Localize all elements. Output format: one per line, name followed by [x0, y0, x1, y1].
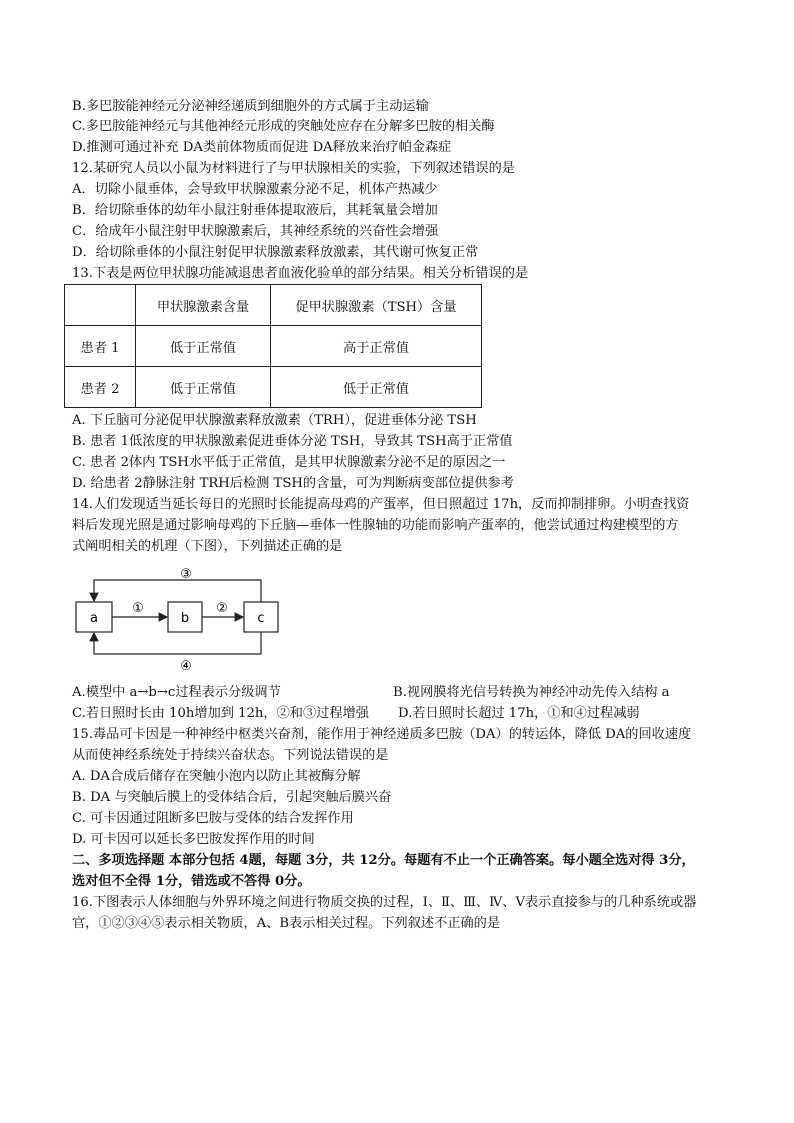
- q15-stem-line1: 15.毒品可卡因是一种神经中枢类兴奋剂，能作用于神经递质多巴胺（DA）的转运体，降低 DA的回收速度: [72, 727, 692, 742]
- table-header-row: [65, 285, 482, 326]
- q13-option-b: B. 患者 1低浓度的甲状腺激素促进垂体分泌 TSH，导致其 TSH高于正常值: [72, 434, 513, 449]
- q14-option-b: B.视网膜将光信号转换为神经冲动先传入结构 a: [393, 685, 670, 700]
- q15-option-d: D. 可卡因可以延长多巴胺发挥作用的时间: [72, 832, 315, 847]
- section-2-heading-line1: 二、多项选择题 本部分包括 4题，每题 3分，共 12分。每题有不止一个正确答案。每小题全选对得 3分，: [72, 853, 695, 868]
- q11-option-b: B.多巴胺能神经元分泌神经递质到细胞外的方式属于主动运输: [72, 99, 429, 114]
- node-a-label: a: [90, 611, 98, 626]
- arrow-4: [94, 632, 261, 654]
- q16-stem-line2: 官，①②③④⑤表示相关物质，A、B表示相关过程。下列叙述不正确的是: [72, 916, 501, 931]
- q13-option-a: A. 下丘脑可分泌促甲状腺激素释放激素（TRH），促进垂体分泌 TSH: [72, 413, 477, 428]
- q13-stem: 13.下表是两位甲状腺功能减退患者血液化验单的部分结果。相关分析错误的是: [72, 266, 529, 281]
- table-header-cell: 甲状腺激素含量: [136, 285, 271, 326]
- q16-stem-line1: 16.下图表示人体细胞与外界环境之间进行物质交换的过程，Ⅰ、Ⅱ、Ⅲ、Ⅳ、Ⅴ表示直接参与的几种系统或器: [72, 895, 697, 910]
- table-header-cell: [65, 285, 136, 326]
- section-2-heading-line2: 选对但不全得 1分，错选或不答得 0分。: [72, 874, 311, 889]
- q12-option-c: C．给成年小鼠注射甲状腺激素后，其神经系统的兴奋性会增强: [72, 224, 439, 239]
- lab-results-table: [64, 284, 482, 408]
- q14-option-c: C.若日照时长由 10h增加到 12h，②和③过程增强: [72, 706, 369, 721]
- q12-stem: 12.某研究人员以小鼠为材料进行了与甲状腺相关的实验，下列叙述错误的是: [72, 161, 515, 176]
- table-row: [65, 367, 482, 408]
- q14-stem-line1: 14.人们发现适当延长每日的光照时长能提高母鸡的产蛋率，但日照超过 17h，反而抑制排卵。小明查找资: [72, 497, 690, 512]
- table-cell: 高于正常值: [271, 326, 482, 367]
- q11-option-c: C.多巴胺能神经元与其他神经元形成的突触处应存在分解多巴胺的相关酶: [72, 119, 495, 134]
- q15-stem-line2: 从而使神经系统处于持续兴奋状态。下列说法错误的是: [72, 748, 389, 763]
- q12-option-a: A．切除小鼠垂体，会导致甲状腺激素分泌不足，机体产热减少: [72, 182, 438, 197]
- q15-option-b: B. DA 与突触后膜上的受体结合后，引起突触后膜兴奋: [72, 790, 392, 805]
- arrow-3-label: ③: [180, 567, 192, 582]
- q15-option-a: A. DA合成后储存在突触小泡内以防止其被酶分解: [72, 769, 361, 784]
- q13-option-c: C. 患者 2体内 TSH水平低于正常值，是其甲状腺激素分泌不足的原因之一: [72, 455, 506, 470]
- table-cell: 低于正常值: [136, 367, 271, 408]
- table-cell: 患者 1: [65, 326, 136, 367]
- node-c-label: c: [257, 611, 265, 626]
- arrow-1-label: ①: [132, 601, 144, 616]
- q14-option-a: A.模型中 a→b→c过程表示分级调节: [72, 685, 281, 700]
- arrow-4-label: ④: [180, 659, 192, 674]
- q12-option-b: B．给切除垂体的幼年小鼠注射垂体提取液后，其耗氧量会增加: [72, 203, 438, 218]
- q14-stem-line3: 式阐明相关的机理（下图），下列描述正确的是: [72, 539, 343, 554]
- table-cell: 患者 2: [65, 367, 136, 408]
- q12-option-d: D．给切除垂体的小鼠注射促甲状腺激素释放激素，其代谢可恢复正常: [72, 245, 479, 260]
- table-row: [65, 326, 482, 367]
- q14-stem-line2: 料后发现光照是通过影响母鸡的下丘脑—垂体一性腺轴的功能而影响产蛋率的，他尝试通过构建模型的方: [72, 518, 679, 533]
- table-header-cell: 促甲状腺激素（TSH）含量: [271, 285, 482, 326]
- hpg-axis-diagram: [70, 560, 290, 676]
- q11-option-d: D.推测可通过补充 DA类前体物质而促进 DA释放来治疗帕金森症: [72, 140, 452, 155]
- table-cell: 低于正常值: [136, 326, 271, 367]
- arrow-3: [94, 580, 261, 602]
- q14-option-d: D.若日照时长超过 17h，①和④过程减弱: [398, 706, 640, 721]
- q15-option-c: C. 可卡因通过阻断多巴胺与受体的结合发挥作用: [72, 811, 354, 826]
- arrow-2-label: ②: [216, 601, 228, 616]
- q13-option-d: D. 给患者 2静脉注射 TRH后检测 TSH的含量，可为判断病变部位提供参考: [72, 476, 514, 491]
- node-b-label: b: [180, 611, 190, 626]
- table-cell: 低于正常值: [271, 367, 482, 408]
